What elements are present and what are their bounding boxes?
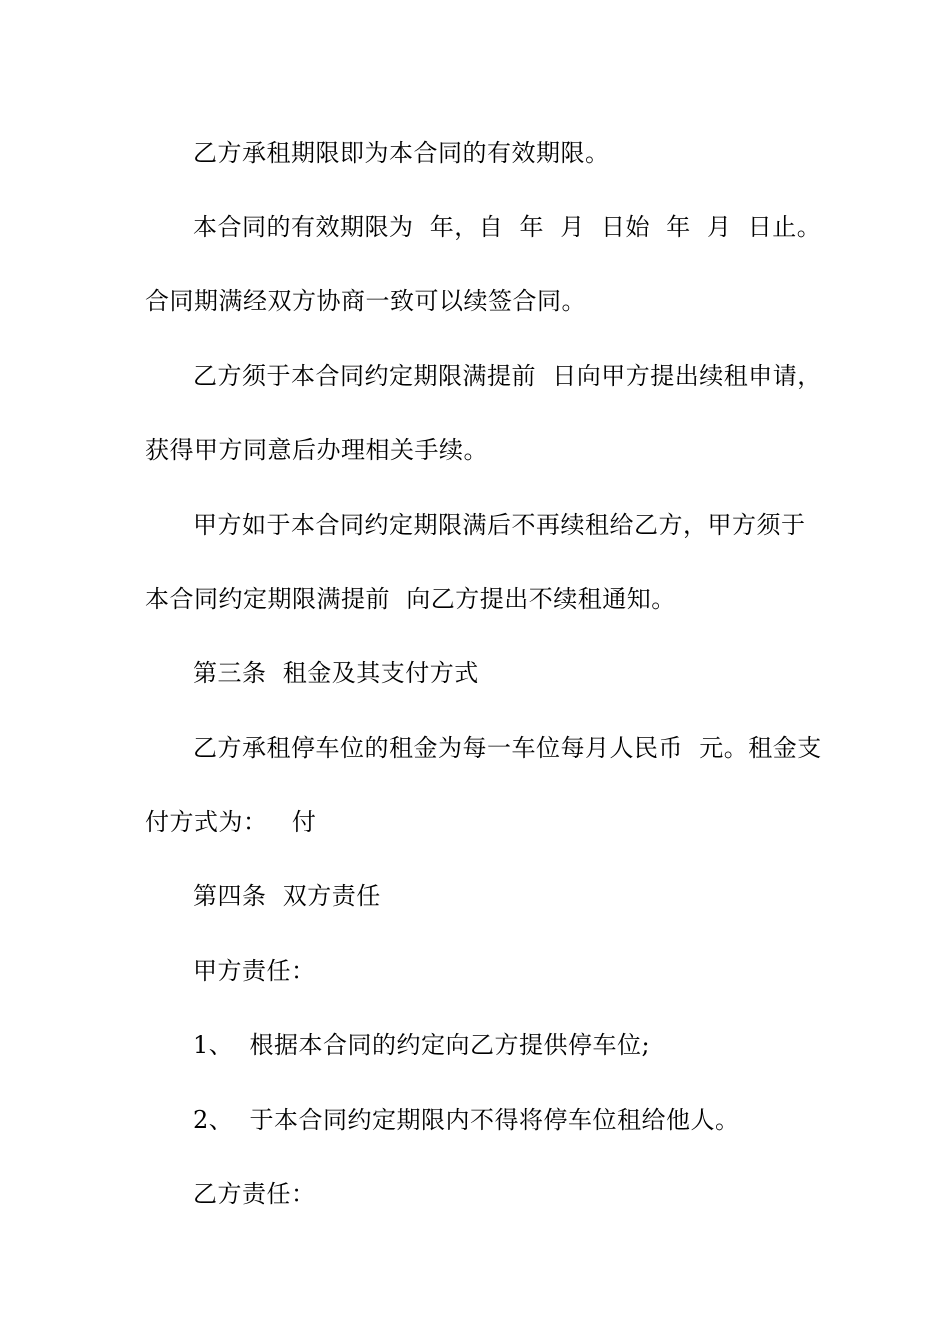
section-heading: 第三条 租金及其支付方式 xyxy=(193,659,479,687)
list-item: 1、 根据本合同的约定向乙方提供停车位; xyxy=(193,1031,651,1059)
paragraph-line: 乙方承租期限即为本合同的有效期限。 xyxy=(193,139,610,167)
section-heading: 第四条 双方责任 xyxy=(193,882,381,910)
subsection-label: 乙方责任： xyxy=(193,1180,316,1208)
paragraph-line: 本合同的有效期限为 年，自 年 月 日始 年 月 日止。 xyxy=(193,213,822,241)
paragraph-line: 获得甲方同意后办理相关手续。 xyxy=(145,436,488,464)
list-item: 2、 于本合同约定期限内不得将停车位租给他人。 xyxy=(193,1106,740,1134)
paragraph-line: 乙方须于本合同约定期限满提前 日向甲方提出续租申请， xyxy=(193,362,822,390)
paragraph-line: 付方式为： 付 xyxy=(145,808,317,836)
paragraph-line: 合同期满经双方协商一致可以续签合同。 xyxy=(145,287,586,315)
paragraph-line: 甲方如于本合同约定期限满后不再续租给乙方，甲方须于 xyxy=(193,511,806,539)
paragraph-line: 本合同约定期限满提前 向乙方提出不续租通知。 xyxy=(145,585,676,613)
subsection-label: 甲方责任： xyxy=(193,957,316,985)
paragraph-line: 乙方承租停车位的租金为每一车位每月人民币 元。租金支 xyxy=(193,734,822,762)
